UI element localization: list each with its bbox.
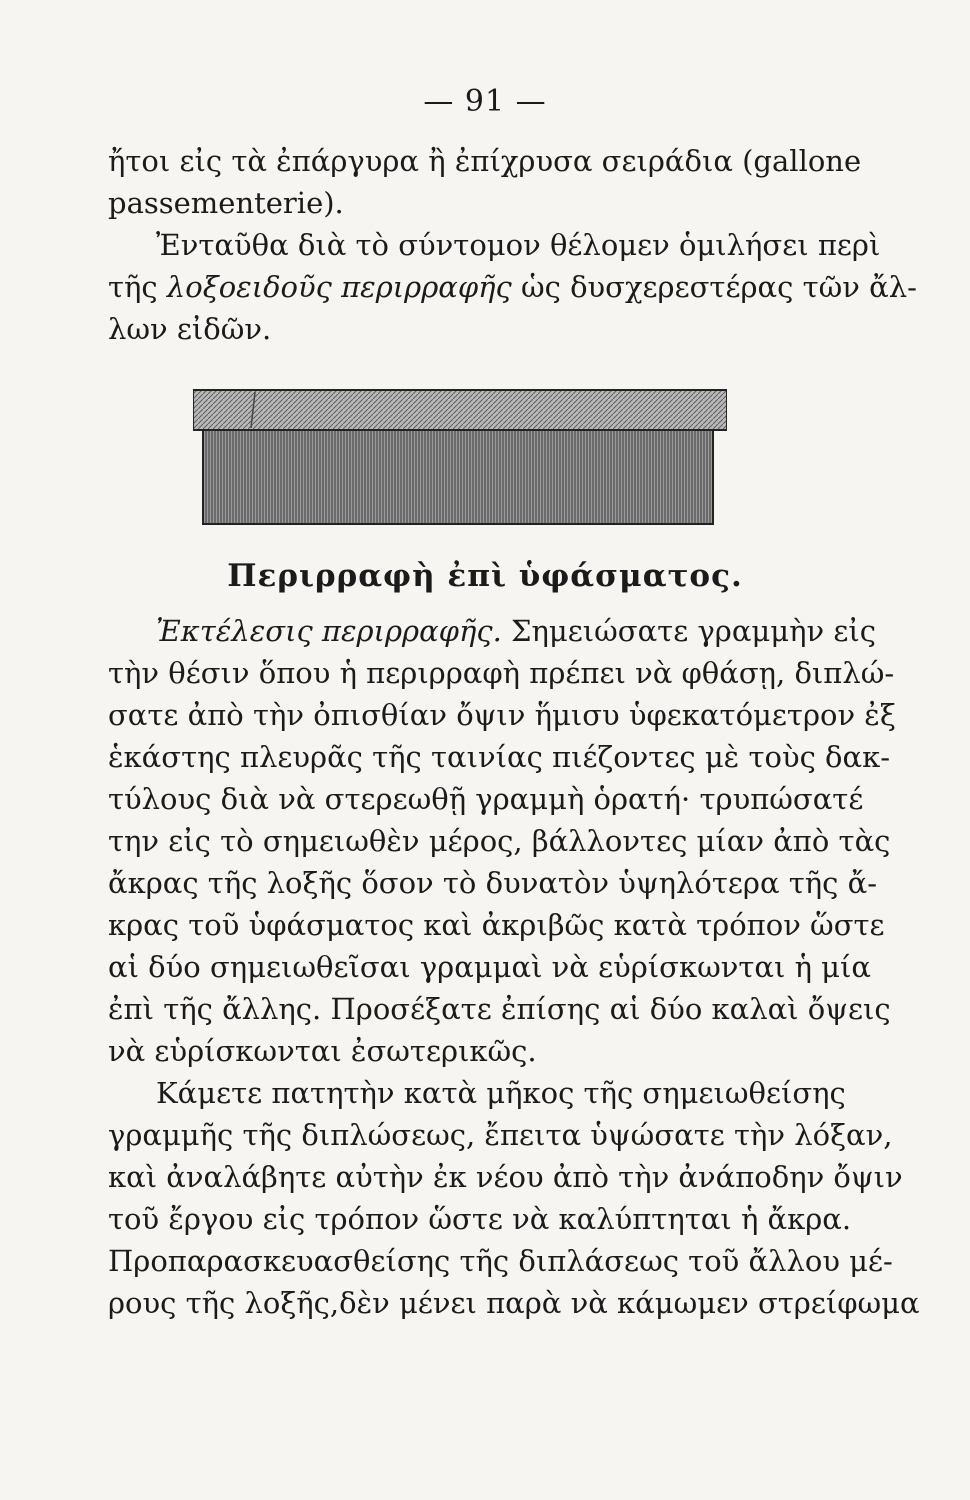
text-fragment: Σημειώσατε γραμμὴν εἰς <box>501 614 876 648</box>
fabric-illustration <box>193 384 727 528</box>
text-line: ἤτοι εἰς τὰ ἐπάργυρα ἢ ἐπίχρυσα σειράδια (gallone <box>108 144 862 178</box>
figure-caption: Περιρραφὴ ἐπὶ ὑφάσματος. <box>227 558 743 594</box>
text-line: λων εἰδῶν. <box>108 312 272 346</box>
text-line: αἱ δύο σημειωθεῖσαι γραμμαὶ νὰ εὑρίσκωνται ἡ μία <box>108 950 871 984</box>
text-line: την εἰς τὸ σημειωθὲν μέρος, βάλλοντες μίαν ἀπὸ τὰς <box>108 824 891 858</box>
text-fragment: ὡς δυσχερεστέρας τῶν ἄλ- <box>511 270 917 304</box>
italic-term: λοξοειδοῦς περιρραφῆς <box>166 270 512 304</box>
main-paragraph <box>108 610 920 1324</box>
fabric-bottom-block <box>203 424 713 524</box>
text-line: passementerie). <box>108 186 344 220</box>
fabric-top-band <box>193 390 727 430</box>
text-line: ἄκρας τῆς λοξῆς ὅσον τὸ δυνατὸν ὑψηλότερα τῆς ἄ- <box>108 866 878 900</box>
text-line: Κάμετε πατητὴν κατὰ μῆκος τῆς σημειωθείσης <box>156 1076 846 1110</box>
text-fragment: τῆς <box>108 270 167 304</box>
text-line: γραμμῆς τῆς διπλώσεως, ἔπειτα ὑψώσατε τὴν λόξαν, <box>108 1118 893 1152</box>
text-line: κρας τοῦ ὑφάσματος καὶ ἀκριβῶς κατὰ τρόπον ὥστε <box>108 908 885 942</box>
text-line: Προπαρασκευασθείσης τῆς διπλάσεως τοῦ ἄλλου μέ- <box>108 1244 893 1278</box>
text-line: ἑκάστης πλευρᾶς τῆς ταινίας πιέζοντες μὲ τοὺς δακ- <box>108 740 891 774</box>
text-line: τοῦ ἔργου εἰς τρόπον ὥστε νὰ καλύπτηται ἡ ἄκρα. <box>108 1202 852 1236</box>
top-paragraph <box>108 140 917 350</box>
page-number: — 91 — <box>423 84 547 119</box>
text-line <box>108 610 876 652</box>
text-line: ἐπὶ τῆς ἄλλης. Προσέξατε ἐπίσης αἱ δύο καλαὶ ὄψεις <box>108 992 891 1026</box>
section-title: Ἐκτέλεσις περιρραφῆς. <box>156 614 502 648</box>
text-line: καὶ ἀναλάβητε αὐτὴν ἐκ νέου ἀπὸ τὴν ἀνάποδην ὄψιν <box>108 1160 903 1194</box>
text-line <box>108 266 917 308</box>
text-line: τύλους διὰ νὰ στερεωθῇ γραμμὴ ὁρατή· τρυπώσατέ <box>108 782 864 816</box>
text-line: σατε ἀπὸ τὴν ὀπισθίαν ὄψιν ἥμισυ ὑφεκατόμετρον ἐξ <box>108 698 896 732</box>
text-line <box>108 224 881 266</box>
text-line: τὴν θέσιν ὅπου ἡ περιρραφὴ πρέπει νὰ φθάσῃ, διπλώ- <box>108 656 895 690</box>
text-fragment: Ἐνταῦθα διὰ τὸ σύντομον θέλομεν ὁμιλήσει περὶ <box>156 228 881 262</box>
text-line: ρους τῆς λοξῆς,δὲν μένει παρὰ νὰ κάμωμεν στρείφωμα <box>108 1286 920 1320</box>
fabric-illustration-svg <box>193 384 727 528</box>
text-line: νὰ εὑρίσκωνται ἐσωτερικῶς. <box>108 1034 537 1068</box>
